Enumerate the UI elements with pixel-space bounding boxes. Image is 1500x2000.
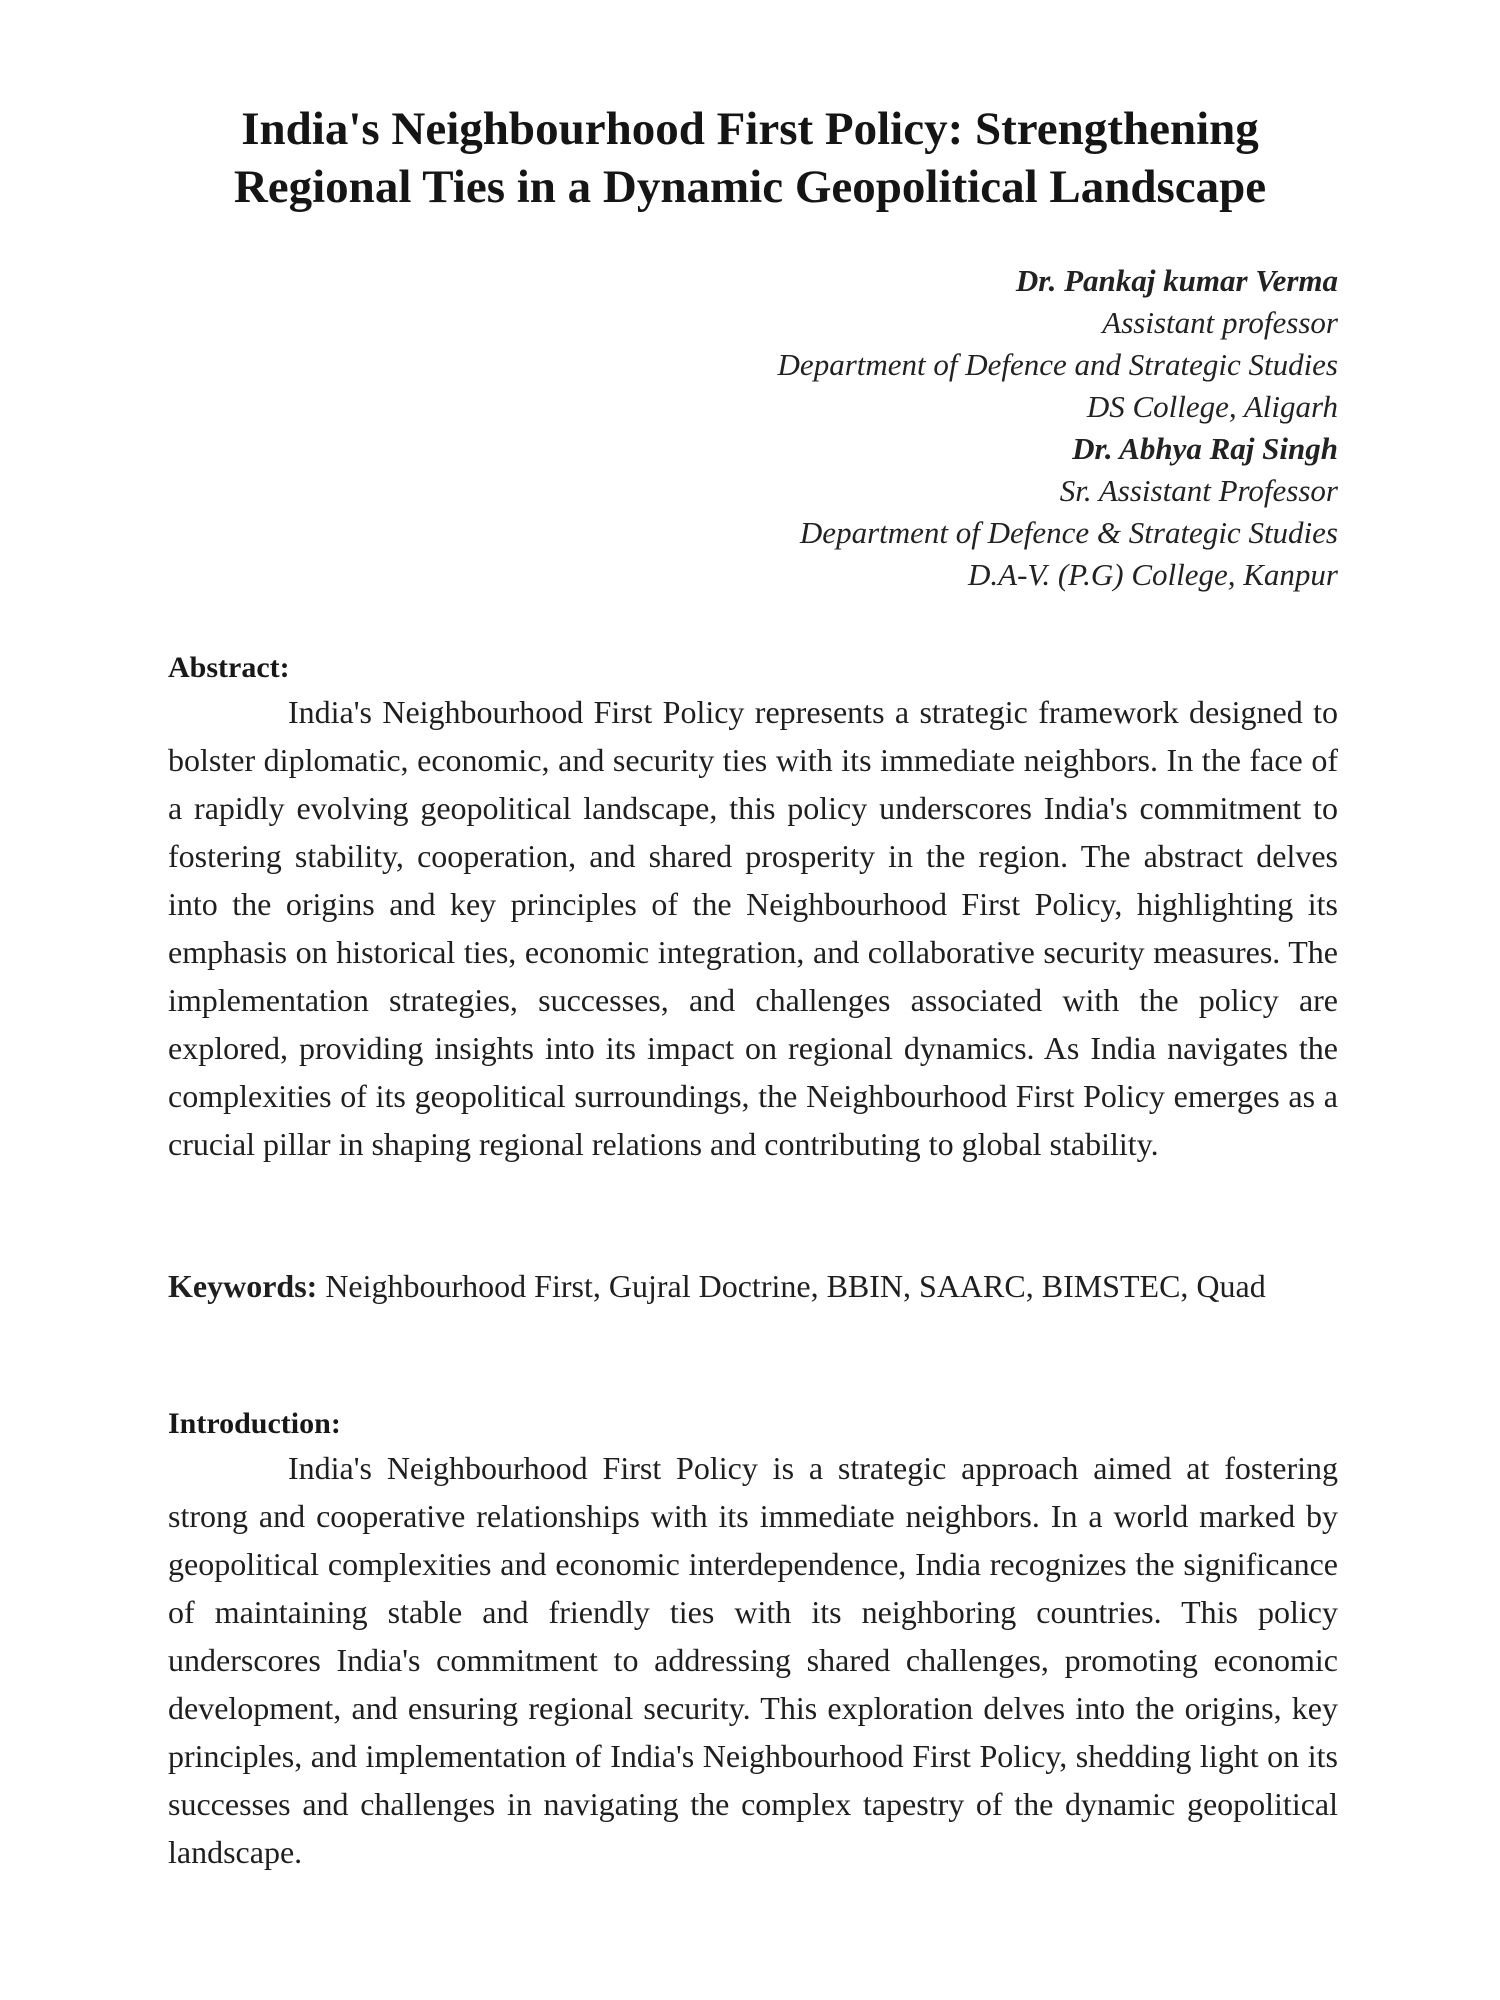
introduction-text: India's Neighbourhood First Policy is a strategic approach aimed at fostering strong and cooperative relationships with its immediate neighbors. In a world marked by geopolitical complexities and economic interdependence, India recognizes the significance of maintaining stable and friendly ties with its neighboring countries. This policy underscores India's commitment to addressing shared challenges, promoting economic development, and ensuring regional security. This exploration delves into the origins, key principles, and implementation of India's Neighbourhood First Policy, shedding light on its successes and challenges in navigating the complex tapestry of the dynamic geopolitical landscape.	[168, 1450, 1338, 1870]
title-line-1: India's Neighbourhood First Policy: Strengthening	[241, 103, 1259, 155]
author-2-position: Sr. Assistant Professor	[1059, 473, 1338, 508]
abstract-paragraph	[168, 688, 1338, 1168]
introduction-paragraph	[168, 1444, 1338, 1876]
author-1-name: Dr. Pankaj kumar Verma	[1015, 263, 1338, 298]
author-2-department: Department of Defence & Strategic Studies	[799, 515, 1338, 550]
introduction-heading: Introduction:	[168, 1407, 341, 1440]
author-2-name: Dr. Abhya Raj Singh	[1072, 431, 1338, 466]
keywords-line	[168, 1262, 1338, 1310]
keywords-text: Neighbourhood First, Gujral Doctrine, BBIN, SAARC, BIMSTEC, Quad	[325, 1268, 1266, 1304]
author-1-position: Assistant professor	[1102, 305, 1338, 340]
author-block	[778, 260, 1338, 596]
abstract-heading: Abstract:	[168, 651, 290, 684]
title-line-2: Regional Ties in a Dynamic Geopolitical Landscape	[233, 161, 1267, 213]
author-1-institution: DS College, Aligarh	[1086, 389, 1338, 424]
author-2-institution: D.A-V. (P.G) College, Kanpur	[968, 557, 1338, 592]
author-1-department: Department of Defence and Strategic Studies	[777, 347, 1338, 382]
paper-title	[120, 100, 1380, 216]
abstract-text: India's Neighbourhood First Policy represents a strategic framework designed to bolster diplomatic, economic, and security ties with its immediate neighbors. In the face of a rapidly evolving geopolitical landscape, this policy underscores India's commitment to fostering stability, cooperation, and shared prosperity in the region. The abstract delves into the origins and key principles of the Neighbourhood First Policy, highlighting its emphasis on historical ties, economic integration, and collaborative security measures. The implementation strategies, successes, and challenges associated with the policy are explored, providing insights into its impact on regional dynamics. As India navigates the complexities of its geopolitical surroundings, the Neighbourhood First Policy emerges as a crucial pillar in shaping regional relations and contributing to global stability.	[168, 694, 1338, 1162]
keywords-label: Keywords:	[168, 1268, 318, 1304]
